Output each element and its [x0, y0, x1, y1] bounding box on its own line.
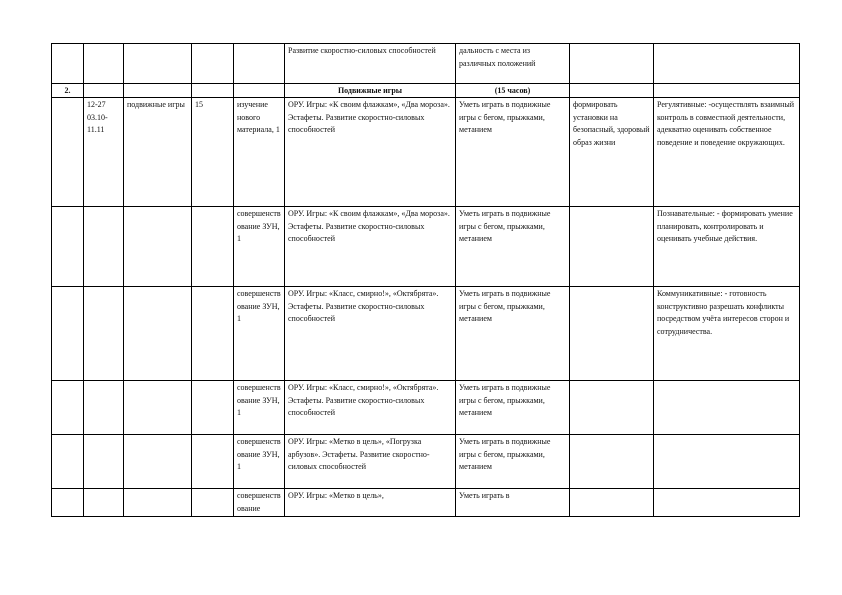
hours-cell: 15	[192, 98, 234, 207]
uud-cell: Коммуникативные: - готовность конструктивно разрешать конфликты посредством учёта интересов сторон и сотрудничества.	[654, 287, 800, 381]
table-row	[52, 435, 800, 489]
table-row	[52, 44, 800, 84]
number-cell	[52, 44, 84, 84]
subject-result-cell: Уметь играть в	[456, 489, 570, 517]
dates-cell	[84, 287, 124, 381]
lesson-plan-table	[51, 43, 800, 517]
personal-result-cell	[570, 44, 654, 84]
topic-cell: подвижные игры	[124, 98, 192, 207]
topic-cell	[124, 489, 192, 517]
section-empty-cell	[654, 84, 800, 98]
section-title: Подвижные игры	[285, 84, 456, 98]
lesson-type-cell: совершенствование ЗУН, 1	[234, 435, 285, 489]
content-cell: ОРУ. Игры: «К своим флажкам», «Два мороза». Эстафеты. Развитие скоростно-силовых способностей	[285, 98, 456, 207]
personal-result-cell	[570, 207, 654, 287]
number-cell	[52, 489, 84, 517]
content-cell: ОРУ. Игры: «Класс, смирно!», «Октябрята». Эстафеты. Развитие скоростно-силовых способностей	[285, 381, 456, 435]
section-hours: (15 часов)	[456, 84, 570, 98]
section-number: 2.	[52, 84, 84, 98]
dates-cell	[84, 489, 124, 517]
dates-cell	[84, 207, 124, 287]
hours-cell	[192, 287, 234, 381]
personal-result-cell	[570, 489, 654, 517]
uud-cell: Регулятивные: -осуществлять взаимный контроль в совместной деятельности, адекватно оценивать собственное поведение и поведение окружающих.	[654, 98, 800, 207]
lesson-type-cell: совершенствование	[234, 489, 285, 517]
subject-result-cell: дальность с места из различных положений	[456, 44, 570, 84]
uud-cell	[654, 44, 800, 84]
uud-cell	[654, 435, 800, 489]
content-cell: ОРУ. Игры: «К своим флажкам», «Два мороза». Эстафеты. Развитие скоростно-силовых способностей	[285, 207, 456, 287]
lesson-type-cell: совершенствование ЗУН, 1	[234, 381, 285, 435]
number-cell	[52, 287, 84, 381]
dates-cell	[84, 381, 124, 435]
lesson-type-cell	[234, 44, 285, 84]
section-empty-cell	[192, 84, 234, 98]
hours-cell	[192, 207, 234, 287]
number-cell	[52, 207, 84, 287]
hours-cell	[192, 381, 234, 435]
lesson-type-cell: совершенствование ЗУН, 1	[234, 287, 285, 381]
hours-cell	[192, 435, 234, 489]
personal-result-cell	[570, 287, 654, 381]
uud-cell	[654, 381, 800, 435]
dates-cell	[84, 435, 124, 489]
number-cell	[52, 435, 84, 489]
number-cell	[52, 98, 84, 207]
dates-cell: 12-27 03.10-11.11	[84, 98, 124, 207]
personal-result-cell	[570, 435, 654, 489]
uud-cell	[654, 489, 800, 517]
content-cell: ОРУ. Игры: «Метко в цель», «Погрузка арбузов». Эстафеты. Развитие скоростно-силовых способностей	[285, 435, 456, 489]
topic-cell	[124, 435, 192, 489]
section-empty-cell	[570, 84, 654, 98]
content-cell: ОРУ. Игры: «Класс, смирно!», «Октябрята». Эстафеты. Развитие скоростно-силовых способностей	[285, 287, 456, 381]
dates-cell	[84, 44, 124, 84]
subject-result-cell: Уметь играть в подвижные игры с бегом, прыжками, метанием	[456, 98, 570, 207]
table-row	[52, 287, 800, 381]
table-row	[52, 489, 800, 517]
hours-cell	[192, 44, 234, 84]
hours-cell	[192, 489, 234, 517]
topic-cell	[124, 287, 192, 381]
section-header-row	[52, 84, 800, 98]
personal-result-cell: формировать установки на безопасный, здоровый образ жизни	[570, 98, 654, 207]
content-cell: Развитие скоростно-силовых способностей	[285, 44, 456, 84]
number-cell	[52, 381, 84, 435]
section-empty-cell	[84, 84, 124, 98]
lesson-type-cell: изучение нового материала, 1	[234, 98, 285, 207]
topic-cell	[124, 207, 192, 287]
table-row	[52, 381, 800, 435]
uud-cell: Познавательные: - формировать умение планировать, контролировать и оценивать учебные действия.	[654, 207, 800, 287]
subject-result-cell: Уметь играть в подвижные игры с бегом, прыжками, метанием	[456, 207, 570, 287]
topic-cell	[124, 381, 192, 435]
section-empty-cell	[124, 84, 192, 98]
table-row	[52, 98, 800, 207]
personal-result-cell	[570, 381, 654, 435]
topic-cell	[124, 44, 192, 84]
table-row	[52, 207, 800, 287]
subject-result-cell: Уметь играть в подвижные игры с бегом, прыжками, метанием	[456, 287, 570, 381]
section-empty-cell	[234, 84, 285, 98]
subject-result-cell: Уметь играть в подвижные игры с бегом, прыжками, метанием	[456, 381, 570, 435]
lesson-type-cell: совершенствование ЗУН, 1	[234, 207, 285, 287]
content-cell: ОРУ. Игры: «Метко в цель»,	[285, 489, 456, 517]
subject-result-cell: Уметь играть в подвижные игры с бегом, прыжками, метанием	[456, 435, 570, 489]
